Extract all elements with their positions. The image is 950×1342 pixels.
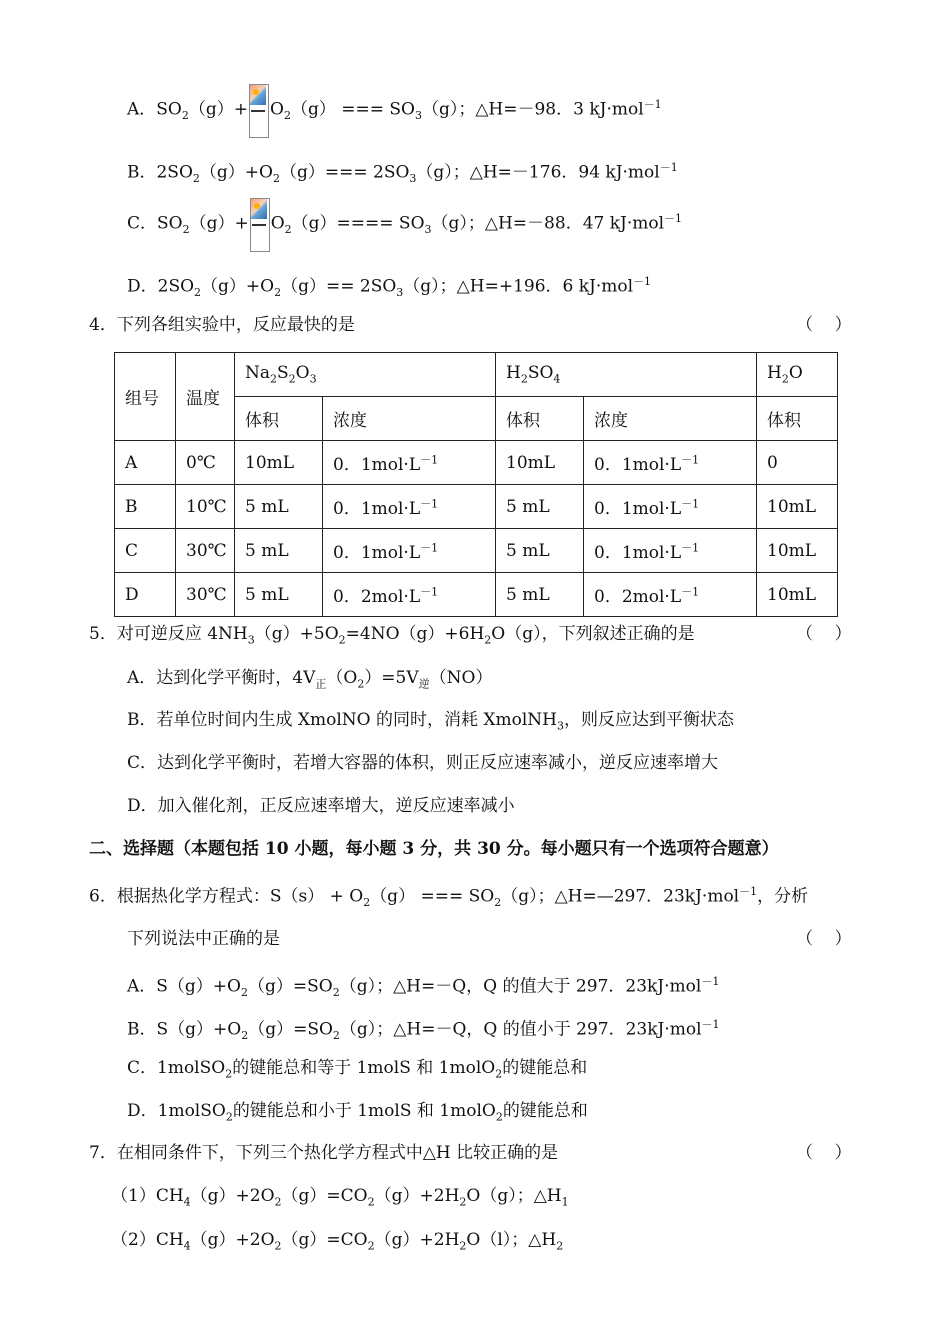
cell-water: 0 (757, 441, 838, 485)
cell-volume: 5 mL (235, 485, 323, 529)
header-volume: 体积 (757, 397, 838, 441)
experiment-table (114, 352, 838, 617)
answer-bracket: （ ） (796, 624, 852, 644)
cell-volume: 5 mL (496, 529, 584, 573)
answer-bracket: （ ） (796, 929, 852, 949)
option-6d: D．1molSO$_2$的键能总和小于 1molS 和 1molO$_2$的键能总和 (127, 1101, 588, 1124)
cell-water: 10mL (757, 573, 838, 617)
option-3a: A．$SO_2(g)+$ $O_2(g)$ === $SO_3(g)$；△H=－98．3 kJ·mol$^{-1}$ (127, 84, 662, 136)
table-row (115, 573, 838, 617)
question-7-stem: 7．在相同条件下，下列三个热化学方程式中△H 比较正确的是 (89, 1143, 559, 1163)
option-3c: C．$SO_2(g)+$ $O_2(g)==== SO_3(g)$；△H=－88．47 kJ·mol$^{-1}$ (127, 198, 682, 250)
cell-water: 10mL (757, 485, 838, 529)
option-5c: C．达到化学平衡时，若增大容器的体积，则正反应速率减小，逆反应速率增大 (127, 753, 719, 773)
option-3b: B．$2SO_2(g)+O_2(g)=== 2SO_3(g)$；△H=－176．94 kJ·mol$^{-1}$ (127, 161, 678, 186)
cell-group: A (115, 441, 176, 485)
cell-temp: 0℃ (176, 441, 235, 485)
cell-concentration: 0．$2mol\cdot L^{-1}$ (323, 573, 496, 617)
option-5d: D．加入催化剂，正反应速率增大，逆反应速率减小 (127, 796, 515, 816)
answer-bracket: （ ） (796, 315, 852, 335)
cell-volume: 5 mL (235, 529, 323, 573)
answer-bracket: （ ） (796, 1143, 852, 1163)
header-concentration: 浓度 (584, 397, 757, 441)
cell-water: 10mL (757, 529, 838, 573)
cell-group: B (115, 485, 176, 529)
cell-concentration: 0．$1mol\cdot L^{-1}$ (584, 485, 757, 529)
cell-volume: 10mL (496, 441, 584, 485)
question-6-line2: 下列说法中正确的是 (127, 929, 280, 949)
cell-temp: 30℃ (176, 529, 235, 573)
cell-volume: 10mL (235, 441, 323, 485)
cell-group: D (115, 573, 176, 617)
cell-concentration: 0．$1mol\cdot L^{-1}$ (584, 529, 757, 573)
header-temp: 温度 (176, 353, 235, 441)
cell-concentration: 0．$1mol\cdot L^{-1}$ (584, 441, 757, 485)
cell-concentration: 0．$2mol\cdot L^{-1}$ (584, 573, 757, 617)
header-volume: 体积 (235, 397, 323, 441)
option-6b: B．$S(g)+O_2(g)=SO_2(g)$；△H=－Q，Q 的值小于 297．23kJ·mol$^{-1}$ (127, 1018, 720, 1043)
section-heading: 二、选择题（本题包括 10 小题，每小题 3 分，共 30 分。每小题只有一个选项符合题意） (89, 839, 779, 859)
cell-volume: 5 mL (496, 485, 584, 529)
option-5b: B．若单位时间内生成 XmolNO 的同时，消耗 XmolNH$_3$，则反应达到平衡状态 (127, 710, 735, 733)
table-row (115, 441, 838, 485)
question-6-stem: 6．根据热化学方程式：$S(s) + O_2(g)$ === $SO_2(g)$；△H=—297．23kJ·mol$^{-1}$，分析 (89, 885, 809, 910)
table-row (115, 485, 838, 529)
table-row (115, 529, 838, 573)
cell-concentration: 0．$1mol\cdot L^{-1}$ (323, 441, 496, 485)
header-concentration: 浓度 (323, 397, 496, 441)
option-5a: A．达到化学平衡时，$4V_正(O_2)=5V_逆(NO)$ (127, 668, 493, 691)
cell-temp: 10℃ (176, 485, 235, 529)
question-4-stem: 4．下列各组实验中，反应最快的是 (89, 315, 355, 335)
header-h2o: $H_2O$ (757, 353, 838, 397)
header-volume: 体积 (496, 397, 584, 441)
option-6c: C．1molSO$_2$的键能总和等于 1molS 和 1molO$_2$的键能总和 (127, 1058, 588, 1081)
fraction-image-icon (249, 84, 269, 136)
question-5-stem: 5．对可逆反应 $4NH_3(g)+5O_2=4NO(g)+6H_2O(g)$，下列叙述正确的是 (89, 624, 695, 647)
cell-group: C (115, 529, 176, 573)
header-group: 组号 (115, 353, 176, 441)
cell-volume: 5 mL (235, 573, 323, 617)
option-6a: A．$S(g)+O_2(g)=SO_2(g)$；△H=－Q，Q 的值大于 297．23kJ·mol$^{-1}$ (127, 975, 720, 1000)
header-na2s2o3: $Na_2S_2O_3$ (235, 353, 496, 397)
equation-1: $(1)CH_4(g)+2O_2(g)=CO_2(g)+2H_2O(g)$；$\triangle H_1$ (111, 1186, 569, 1209)
header-h2so4: $H_2SO_4$ (496, 353, 757, 397)
cell-concentration: 0．$1mol\cdot L^{-1}$ (323, 485, 496, 529)
cell-temp: 30℃ (176, 573, 235, 617)
cell-concentration: 0．$1mol\cdot L^{-1}$ (323, 529, 496, 573)
equation-2: $(2)CH_4(g)+2O_2(g)=CO_2(g)+2H_2O(l)$；$\triangle H_2$ (111, 1230, 564, 1253)
fraction-image-icon (250, 198, 270, 250)
cell-volume: 5 mL (496, 573, 584, 617)
option-3d: D．$2SO_2(g)+O_2(g)== 2SO_3(g)$；△H=+196．6 kJ·mol$^{-1}$ (127, 275, 652, 300)
